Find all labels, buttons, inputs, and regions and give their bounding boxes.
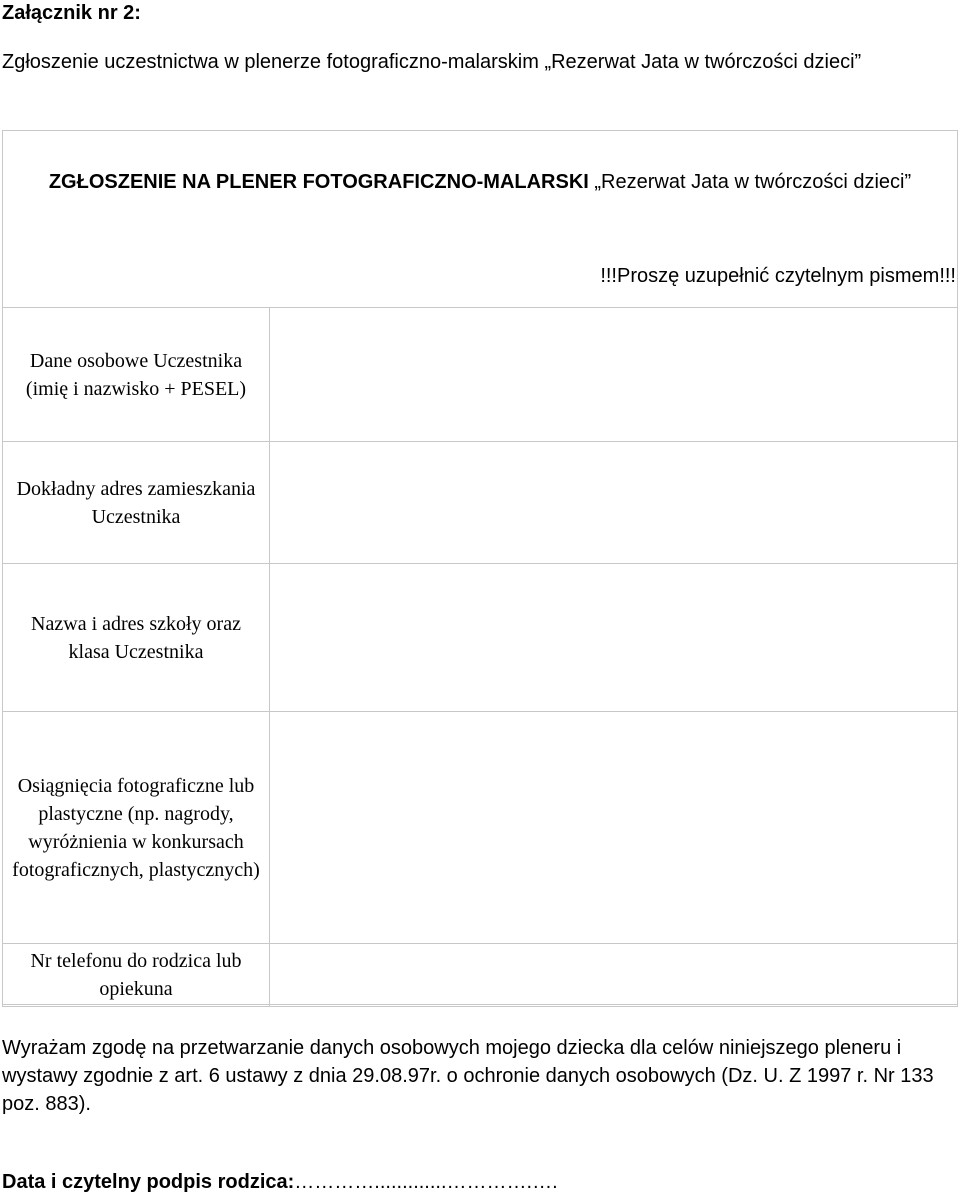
attachment-title: Załącznik nr 2: xyxy=(2,2,141,24)
instruction-text: !!!Proszę uzupełnić czytelnym pismem!!! xyxy=(600,265,956,287)
form-heading-bold: ZGŁOSZENIE NA PLENER FOTOGRAFICZNO-MALARSKI xyxy=(48,171,589,193)
field-row-achievements xyxy=(3,712,958,944)
field-row-phone xyxy=(3,944,958,1007)
form-heading xyxy=(2,168,958,196)
signature-line xyxy=(2,1168,954,1196)
field-value-achievements[interactable] xyxy=(270,712,958,944)
form-fields-table xyxy=(2,307,958,1007)
field-value-phone[interactable] xyxy=(270,944,958,1007)
field-row-school xyxy=(3,564,958,712)
signature-label: Data i czytelny podpis rodzica: xyxy=(2,1171,295,1193)
field-label: Osiągnięcia fotograficzne lub plastyczne (np. nagrody, wyróżnienia w konkursach fotograficznych, plastycznych) xyxy=(3,712,270,944)
field-row-personal-data xyxy=(3,308,958,442)
field-label: Nr telefonu do rodzica lub opiekuna xyxy=(3,944,270,1007)
field-label: Dane osobowe Uczestnika (imię i nazwisko + PESEL) xyxy=(3,308,270,442)
field-value-address[interactable] xyxy=(270,442,958,564)
consent-text: Wyrażam zgodę na przetwarzanie danych osobowych mojego dziecka dla celów niniejszego pleneru i wystawy zgodnie z art. 6 ustawy z dnia 29.08.97r. o ochronie danych osobowych (Dz. U. Z 1997 r. Nr 133 poz. 883). xyxy=(2,1037,934,1115)
field-value-school[interactable] xyxy=(270,564,958,712)
field-row-address xyxy=(3,442,958,564)
intro-text: Zgłoszenie uczestnictwa w plenerze fotograficzno-malarskim „Rezerwat Jata w twórczości dzieci” xyxy=(2,51,862,73)
field-value-personal-data[interactable] xyxy=(270,308,958,442)
field-label: Nazwa i adres szkoły oraz klasa Uczestnika xyxy=(3,564,270,712)
signature-dots[interactable]: ………….............………….…. xyxy=(294,1171,558,1193)
form-heading-regular: „Rezerwat Jata w twórczości dzieci” xyxy=(588,171,912,193)
field-label: Dokładny adres zamieszkania Uczestnika xyxy=(3,442,270,564)
